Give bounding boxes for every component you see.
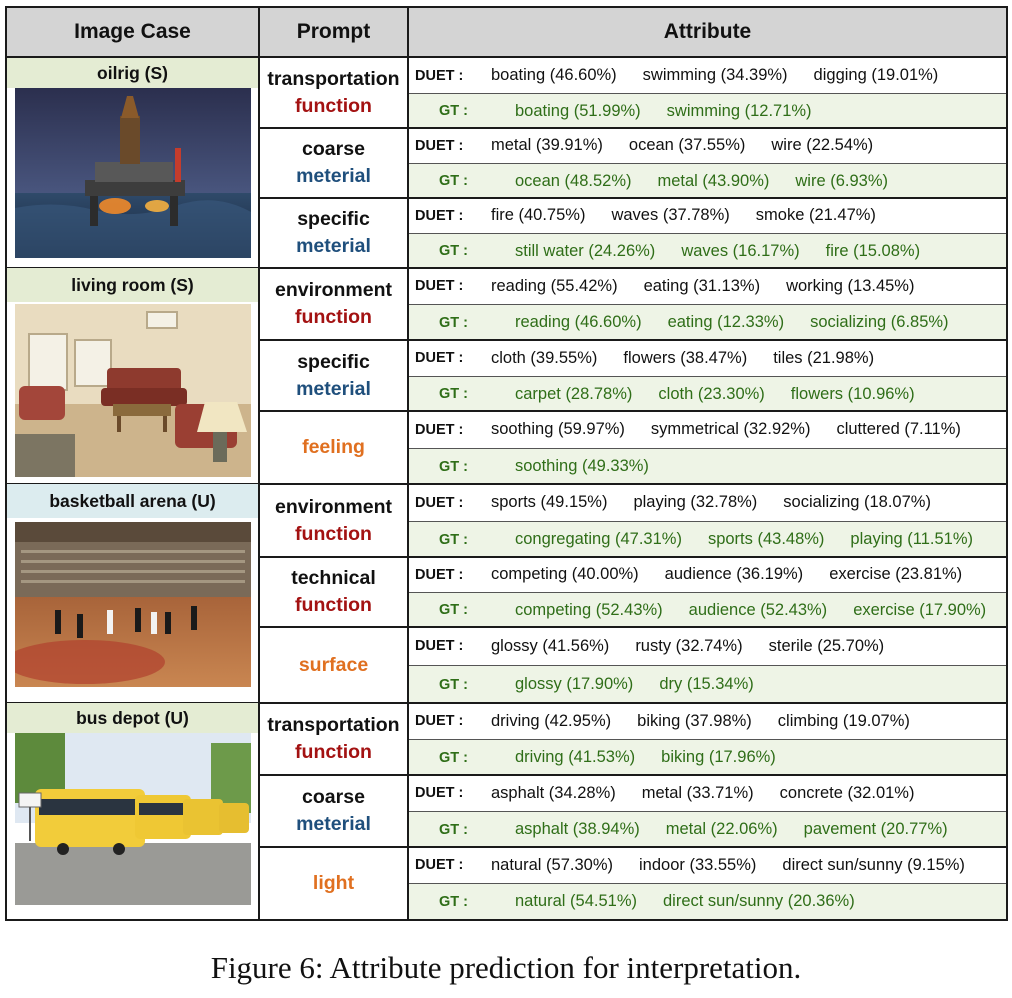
duet-row xyxy=(407,340,1006,376)
basketball-arena-photo xyxy=(15,522,251,687)
attribute-value: fire (40.75%) xyxy=(491,206,586,224)
gt-tag: GT : xyxy=(439,386,468,402)
prompt-label: feeling xyxy=(302,436,365,458)
case-title: living room (S) xyxy=(71,274,194,295)
duet-row xyxy=(407,703,1006,739)
attribute-value: swimming (34.39%) xyxy=(642,66,788,84)
attribute-value: pavement (20.77%) xyxy=(803,820,948,838)
attribute-value: socializing (18.07%) xyxy=(783,493,931,511)
gt-row xyxy=(409,884,1006,919)
gt-row xyxy=(409,740,1006,775)
prompt-type: function xyxy=(295,741,372,763)
case-title: bus depot (U) xyxy=(76,707,189,728)
prompt-type: meterial xyxy=(296,235,371,257)
attribute-value: biking (17.96%) xyxy=(661,748,776,766)
gt-tag: GT : xyxy=(439,314,468,331)
attribute-value: indoor (33.55%) xyxy=(639,855,757,874)
attribute-value: playing (11.51%) xyxy=(850,530,974,548)
duet-row xyxy=(407,627,1006,665)
gt-values xyxy=(515,457,649,476)
attribute-value: exercise (17.90%) xyxy=(853,600,987,619)
attribute-value: soothing (59.97%) xyxy=(491,420,625,438)
case-title: oilrig (S) xyxy=(97,62,168,83)
duet-tag: DUET : xyxy=(415,713,464,729)
duet-values xyxy=(491,349,874,368)
duet-values xyxy=(491,784,914,803)
duet-row xyxy=(407,557,1006,592)
attribute-value: asphalt (34.28%) xyxy=(491,783,616,802)
column-divider xyxy=(407,8,409,919)
attribute-value: metal (39.91%) xyxy=(491,136,603,154)
attribute-value: competing (40.00%) xyxy=(491,565,639,583)
gt-tag: GT : xyxy=(439,893,468,910)
attribute-value: flowers (10.96%) xyxy=(790,384,915,403)
gt-values xyxy=(515,102,812,121)
prompt-type: function xyxy=(295,306,372,328)
gt-values xyxy=(515,675,754,694)
attribute-value: sports (43.48%) xyxy=(707,530,825,548)
table-body xyxy=(7,8,1006,919)
prompt-label: specific xyxy=(297,208,370,230)
attribute-value: metal (22.06%) xyxy=(665,820,778,838)
duet-tag: DUET : xyxy=(415,67,464,84)
attribute-value: asphalt (38.94%) xyxy=(515,820,640,838)
attribute-value: glossy (17.90%) xyxy=(515,675,634,693)
gt-tag: GT : xyxy=(439,821,468,838)
attribute-value: cluttered (7.11%) xyxy=(836,420,961,438)
duet-tag: DUET : xyxy=(415,494,464,511)
duet-values xyxy=(491,856,965,875)
attribute-value: driving (41.53%) xyxy=(515,748,636,766)
prompt-cell xyxy=(260,627,407,703)
duet-tag: DUET : xyxy=(415,421,464,438)
attribute-value: glossy (41.56%) xyxy=(491,636,610,655)
attribute-value: symmetrical (32.92%) xyxy=(650,420,811,438)
gt-values xyxy=(515,385,915,404)
results-table xyxy=(5,6,1008,921)
duet-row xyxy=(407,268,1006,304)
prompt-cell xyxy=(260,268,407,340)
attribute-value: fire (15.08%) xyxy=(825,241,921,260)
duet-values xyxy=(491,277,914,296)
gt-row xyxy=(409,234,1006,268)
duet-values xyxy=(491,565,962,584)
prompt-type: meterial xyxy=(296,377,371,400)
duet-row xyxy=(407,128,1006,163)
gt-values xyxy=(515,748,776,767)
duet-values xyxy=(491,712,910,731)
duet-tag: DUET : xyxy=(415,137,464,154)
gt-tag: GT : xyxy=(439,676,468,693)
attribute-value: cloth (39.55%) xyxy=(491,348,598,367)
attribute-value: waves (16.17%) xyxy=(681,241,800,260)
attribute-value: metal (33.71%) xyxy=(641,783,754,802)
attribute-value: climbing (19.07%) xyxy=(777,711,910,730)
prompt-label: transportation xyxy=(267,714,400,736)
prompt-cell xyxy=(260,340,407,411)
attribute-value: reading (55.42%) xyxy=(491,276,618,295)
attribute-value: ocean (48.52%) xyxy=(515,171,632,190)
prompt-label: environment xyxy=(274,495,393,518)
case-title: basketball arena (U) xyxy=(49,490,216,511)
attribute-value: boating (51.99%) xyxy=(515,101,641,120)
gt-tag: GT : xyxy=(439,458,468,475)
attribute-value: direct sun/sunny (20.36%) xyxy=(663,892,855,910)
duet-row xyxy=(407,198,1006,233)
living-room-photo xyxy=(15,304,251,477)
duet-values xyxy=(491,420,961,439)
attribute-value: wire (22.54%) xyxy=(771,136,874,154)
prompt-label: technical xyxy=(291,567,376,589)
duet-row xyxy=(407,411,1006,448)
prompt-cell xyxy=(260,128,407,198)
duet-row xyxy=(407,58,1006,93)
prompt-label: coarse xyxy=(302,138,365,160)
gt-row xyxy=(409,812,1006,847)
gt-tag: GT : xyxy=(439,531,468,548)
gt-values xyxy=(515,172,888,191)
attribute-value: socializing (6.85%) xyxy=(810,313,949,331)
prompt-cell xyxy=(260,847,407,919)
duet-values xyxy=(491,206,876,225)
gt-values xyxy=(515,892,855,911)
duet-row xyxy=(407,484,1006,521)
attribute-value: sterile (25.70%) xyxy=(768,636,885,655)
gt-tag: GT : xyxy=(439,243,468,259)
duet-tag: DUET : xyxy=(415,207,464,224)
attribute-value: metal (43.90%) xyxy=(657,171,770,190)
prompt-label: surface xyxy=(298,653,369,676)
gt-tag: GT : xyxy=(439,749,468,766)
prompt-cell xyxy=(260,58,407,128)
duet-tag: DUET : xyxy=(415,566,464,583)
duet-values xyxy=(491,66,938,85)
bus-depot-photo xyxy=(15,733,251,905)
gt-values xyxy=(515,601,986,620)
gt-tag: GT : xyxy=(439,602,468,618)
attribute-value: cloth (23.30%) xyxy=(658,384,765,403)
gt-values xyxy=(515,313,949,332)
attribute-value: carpet (28.78%) xyxy=(515,384,633,403)
gt-values xyxy=(515,820,948,839)
attribute-value: boating (46.60%) xyxy=(491,66,617,84)
attribute-value: driving (42.95%) xyxy=(491,711,612,730)
attribute-value: audience (52.43%) xyxy=(688,600,828,619)
prompt-cell xyxy=(260,557,407,627)
prompt-cell xyxy=(260,198,407,268)
attribute-value: playing (32.78%) xyxy=(633,493,758,511)
duet-tag: DUET : xyxy=(415,350,464,366)
gt-tag: GT : xyxy=(439,103,468,119)
attribute-value: soothing (49.33%) xyxy=(515,457,649,475)
attribute-value: smoke (21.47%) xyxy=(755,206,876,224)
attribute-value: wire (6.93%) xyxy=(795,171,889,190)
attribute-value: audience (36.19%) xyxy=(664,565,804,583)
header-image-case: Image Case xyxy=(74,20,191,43)
gt-row xyxy=(409,666,1006,703)
prompt-cell xyxy=(260,703,407,775)
attribute-value: natural (54.51%) xyxy=(515,892,637,910)
figure-caption: Figure 6: Attribute prediction for interpretation. xyxy=(210,950,802,985)
attribute-value: reading (46.60%) xyxy=(515,313,642,331)
column-divider xyxy=(258,8,260,919)
duet-row xyxy=(407,775,1006,811)
prompt-type: function xyxy=(295,594,372,616)
attribute-value: rusty (32.74%) xyxy=(635,636,743,655)
attribute-value: flowers (38.47%) xyxy=(623,348,748,367)
prompt-type: meterial xyxy=(296,165,371,187)
prompt-cell xyxy=(260,411,407,484)
attribute-value: dry (15.34%) xyxy=(659,675,754,693)
gt-row xyxy=(409,522,1006,557)
attribute-value: biking (37.98%) xyxy=(637,711,752,730)
attribute-value: eating (31.13%) xyxy=(643,276,761,295)
attribute-value: still water (24.26%) xyxy=(515,241,656,260)
gt-values xyxy=(515,530,973,549)
gt-row xyxy=(409,377,1006,411)
attribute-value: swimming (12.71%) xyxy=(666,101,812,120)
attribute-value: ocean (37.55%) xyxy=(628,136,746,154)
duet-tag: DUET : xyxy=(415,857,464,873)
gt-values xyxy=(515,242,920,261)
header-attribute: Attribute xyxy=(663,20,752,43)
duet-tag: DUET : xyxy=(415,785,464,801)
prompt-label: specific xyxy=(297,350,370,373)
attribute-value: competing (52.43%) xyxy=(515,600,663,619)
duet-tag: DUET : xyxy=(415,278,464,294)
duet-values xyxy=(491,136,873,155)
attribute-value: direct sun/sunny (9.15%) xyxy=(782,855,965,874)
gt-row xyxy=(409,164,1006,198)
attribute-value: tiles (21.98%) xyxy=(773,348,875,367)
attribute-value: eating (12.33%) xyxy=(667,313,785,331)
prompt-type: function xyxy=(295,95,372,117)
prompt-cell xyxy=(260,775,407,847)
attribute-value: congregating (47.31%) xyxy=(515,530,682,548)
prompt-label: environment xyxy=(274,279,393,301)
prompt-label: coarse xyxy=(302,786,365,808)
attribute-value: concrete (32.01%) xyxy=(779,783,915,802)
duet-tag: DUET : xyxy=(415,638,464,654)
attribute-value: waves (37.78%) xyxy=(611,206,730,224)
prompt-label: transportation xyxy=(267,68,400,90)
attribute-value: exercise (23.81%) xyxy=(829,565,963,583)
gt-row xyxy=(409,593,1006,627)
gt-tag: GT : xyxy=(439,173,468,189)
attribute-value: working (13.45%) xyxy=(786,276,915,295)
prompt-cell xyxy=(260,484,407,557)
duet-values xyxy=(491,493,931,512)
duet-values xyxy=(491,637,884,656)
oil-rig-photo xyxy=(15,88,251,258)
gt-row xyxy=(409,94,1006,128)
prompt-label: light xyxy=(312,871,355,894)
prompt-type: function xyxy=(295,522,372,545)
attribute-value: digging (19.01%) xyxy=(813,66,939,84)
duet-row xyxy=(407,847,1006,883)
attribute-value: natural (57.30%) xyxy=(491,855,613,874)
header-prompt: Prompt xyxy=(296,20,371,43)
prompt-type: meterial xyxy=(296,813,371,835)
attribute-value: sports (49.15%) xyxy=(491,493,608,511)
gt-row xyxy=(409,305,1006,340)
gt-row xyxy=(409,449,1006,484)
